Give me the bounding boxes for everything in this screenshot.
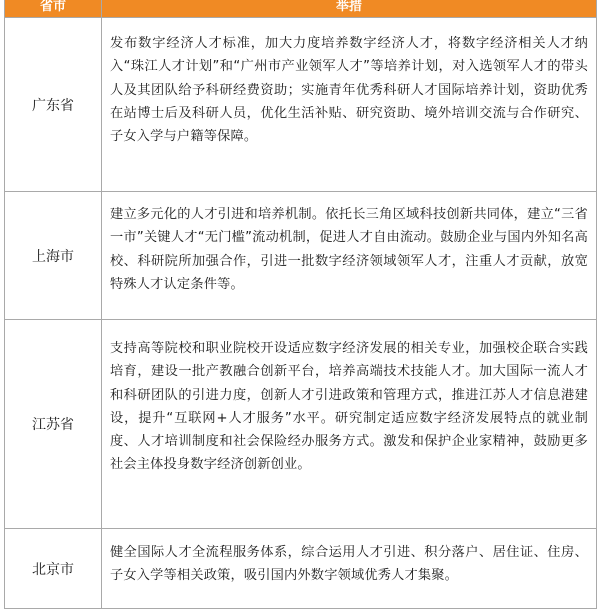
header-measure: 举措 bbox=[102, 0, 597, 18]
header-region: 省市 bbox=[5, 0, 102, 18]
measure-cell: 支持高等院校和职业院校开设适应数字经济发展的相关专业，加强校企联合实践培育，建设一批产教融合创新平台，培养高端技术技能人才。加大国际一流人才和科研团队的引进力度，创新人才引进政策和管理方式，推进江苏人才信息港建设，提升“互联网+人才服务”水平。研究制定适应数字经济发展特点的就业制度、人才培训制度和社会保险经办服务方式。激发和保护企业家精神，鼓励更多社会主体投身数字经济创新创业。 bbox=[102, 320, 597, 529]
region-cell: 江苏省 bbox=[5, 320, 102, 529]
table-header-row bbox=[5, 0, 597, 18]
measure-cell: 健全国际人才全流程服务体系，综合运用人才引进、积分落户、居住证、住房、子女入学等相关政策，吸引国内外数字领域优秀人才集聚。 bbox=[102, 529, 597, 609]
table-row bbox=[5, 18, 597, 192]
policy-table bbox=[4, 0, 597, 609]
table-row bbox=[5, 320, 597, 529]
region-cell: 上海市 bbox=[5, 192, 102, 320]
table-row bbox=[5, 529, 597, 609]
region-cell: 北京市 bbox=[5, 529, 102, 609]
measure-cell: 发布数字经济人才标准，加大力度培养数字经济人才，将数字经济相关人才纳入“珠江人才计划”和“广州市产业领军人才”等培养计划，对入选领军人才的带头人及其团队给予科研经费资助；实施青年优秀科研人才国际培养计划，资助优秀在站博士后及科研人员，优化生活补贴、研究资助、境外培训交流与合作研究、子女入学与户籍等保障。 bbox=[102, 18, 597, 192]
region-cell: 广东省 bbox=[5, 18, 102, 192]
measure-cell: 建立多元化的人才引进和培养机制。依托长三角区域科技创新共同体，建立“三省一市”关键人才“无门槛”流动机制，促进人才自由流动。鼓励企业与国内外知名高校、科研院所加强合作，引进一批数字经济领域领军人才，注重人才贡献，放宽特殊人才认定条件等。 bbox=[102, 192, 597, 320]
table-row bbox=[5, 192, 597, 320]
